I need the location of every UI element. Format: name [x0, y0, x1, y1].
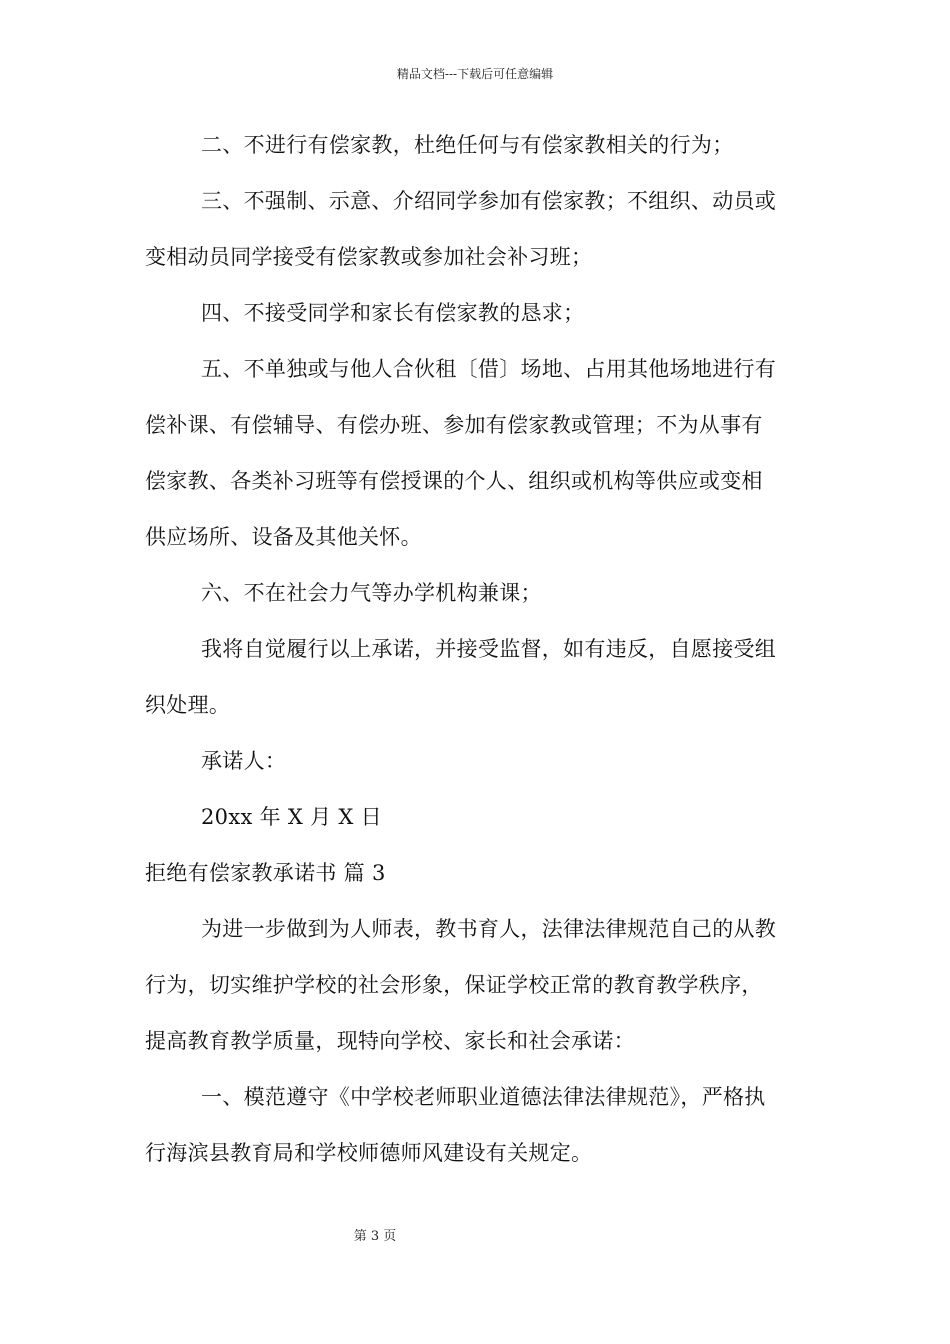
paragraph-line: 我将自觉履行以上承诺，并接受监督，如有违反，自愿接受组: [201, 637, 777, 661]
paragraph-line: 行海滨县教育局和学校师德师风建设有关规定。: [145, 1141, 593, 1165]
paragraph-line: 提高教育教学质量，现特向学校、家长和社会承诺：: [145, 1029, 635, 1053]
paragraph-line: 偿家教、各类补习班等有偿授课的个人、组织或机构等供应或变相: [145, 469, 763, 493]
paragraph-line: 变相动员同学接受有偿家教或参加社会补习班；: [145, 245, 593, 269]
page-header: 精品文档---下载后可任意编辑: [396, 67, 554, 81]
paragraph-line: 行为，切实维护学校的社会形象，保证学校正常的教育教学秩序，: [145, 973, 763, 997]
paragraph-line: 供应场所、设备及其他关怀。: [145, 525, 422, 549]
paragraph-line: 偿补课、有偿辅导、有偿办班、参加有偿家教或管理；不为从事有: [145, 413, 763, 437]
page-number: 第 3 页: [353, 1229, 397, 1244]
paragraph-line: 二、不进行有偿家教，杜绝任何与有偿家教相关的行为；: [201, 133, 734, 157]
section-heading: 拒绝有偿家教承诺书 篇 3: [145, 861, 386, 885]
document-body: [145, 130, 810, 1168]
paragraph-line: 四、不接受同学和家长有偿家教的恳求；: [201, 301, 585, 325]
paragraph-line: 六、不在社会力气等办学机构兼课；: [201, 581, 542, 605]
paragraph-line: 三、不强制、示意、介绍同学参加有偿家教；不组织、动员或: [201, 189, 777, 213]
paragraph-line: 为进一步做到为人师表，教书育人，法律法律规范自己的从教: [201, 917, 777, 941]
signatory-label: 承诺人：: [201, 749, 287, 773]
date-line: 20xx 年 X 月 X 日: [201, 805, 382, 829]
paragraph-line: 五、不单独或与他人合伙租〔借〕场地、占用其他场地进行有: [201, 357, 777, 381]
paragraph-line: 一、模范遵守《中学校老师职业道德法律法律规范》，严格执: [201, 1085, 766, 1109]
paragraph-line: 织处理。: [145, 693, 231, 717]
